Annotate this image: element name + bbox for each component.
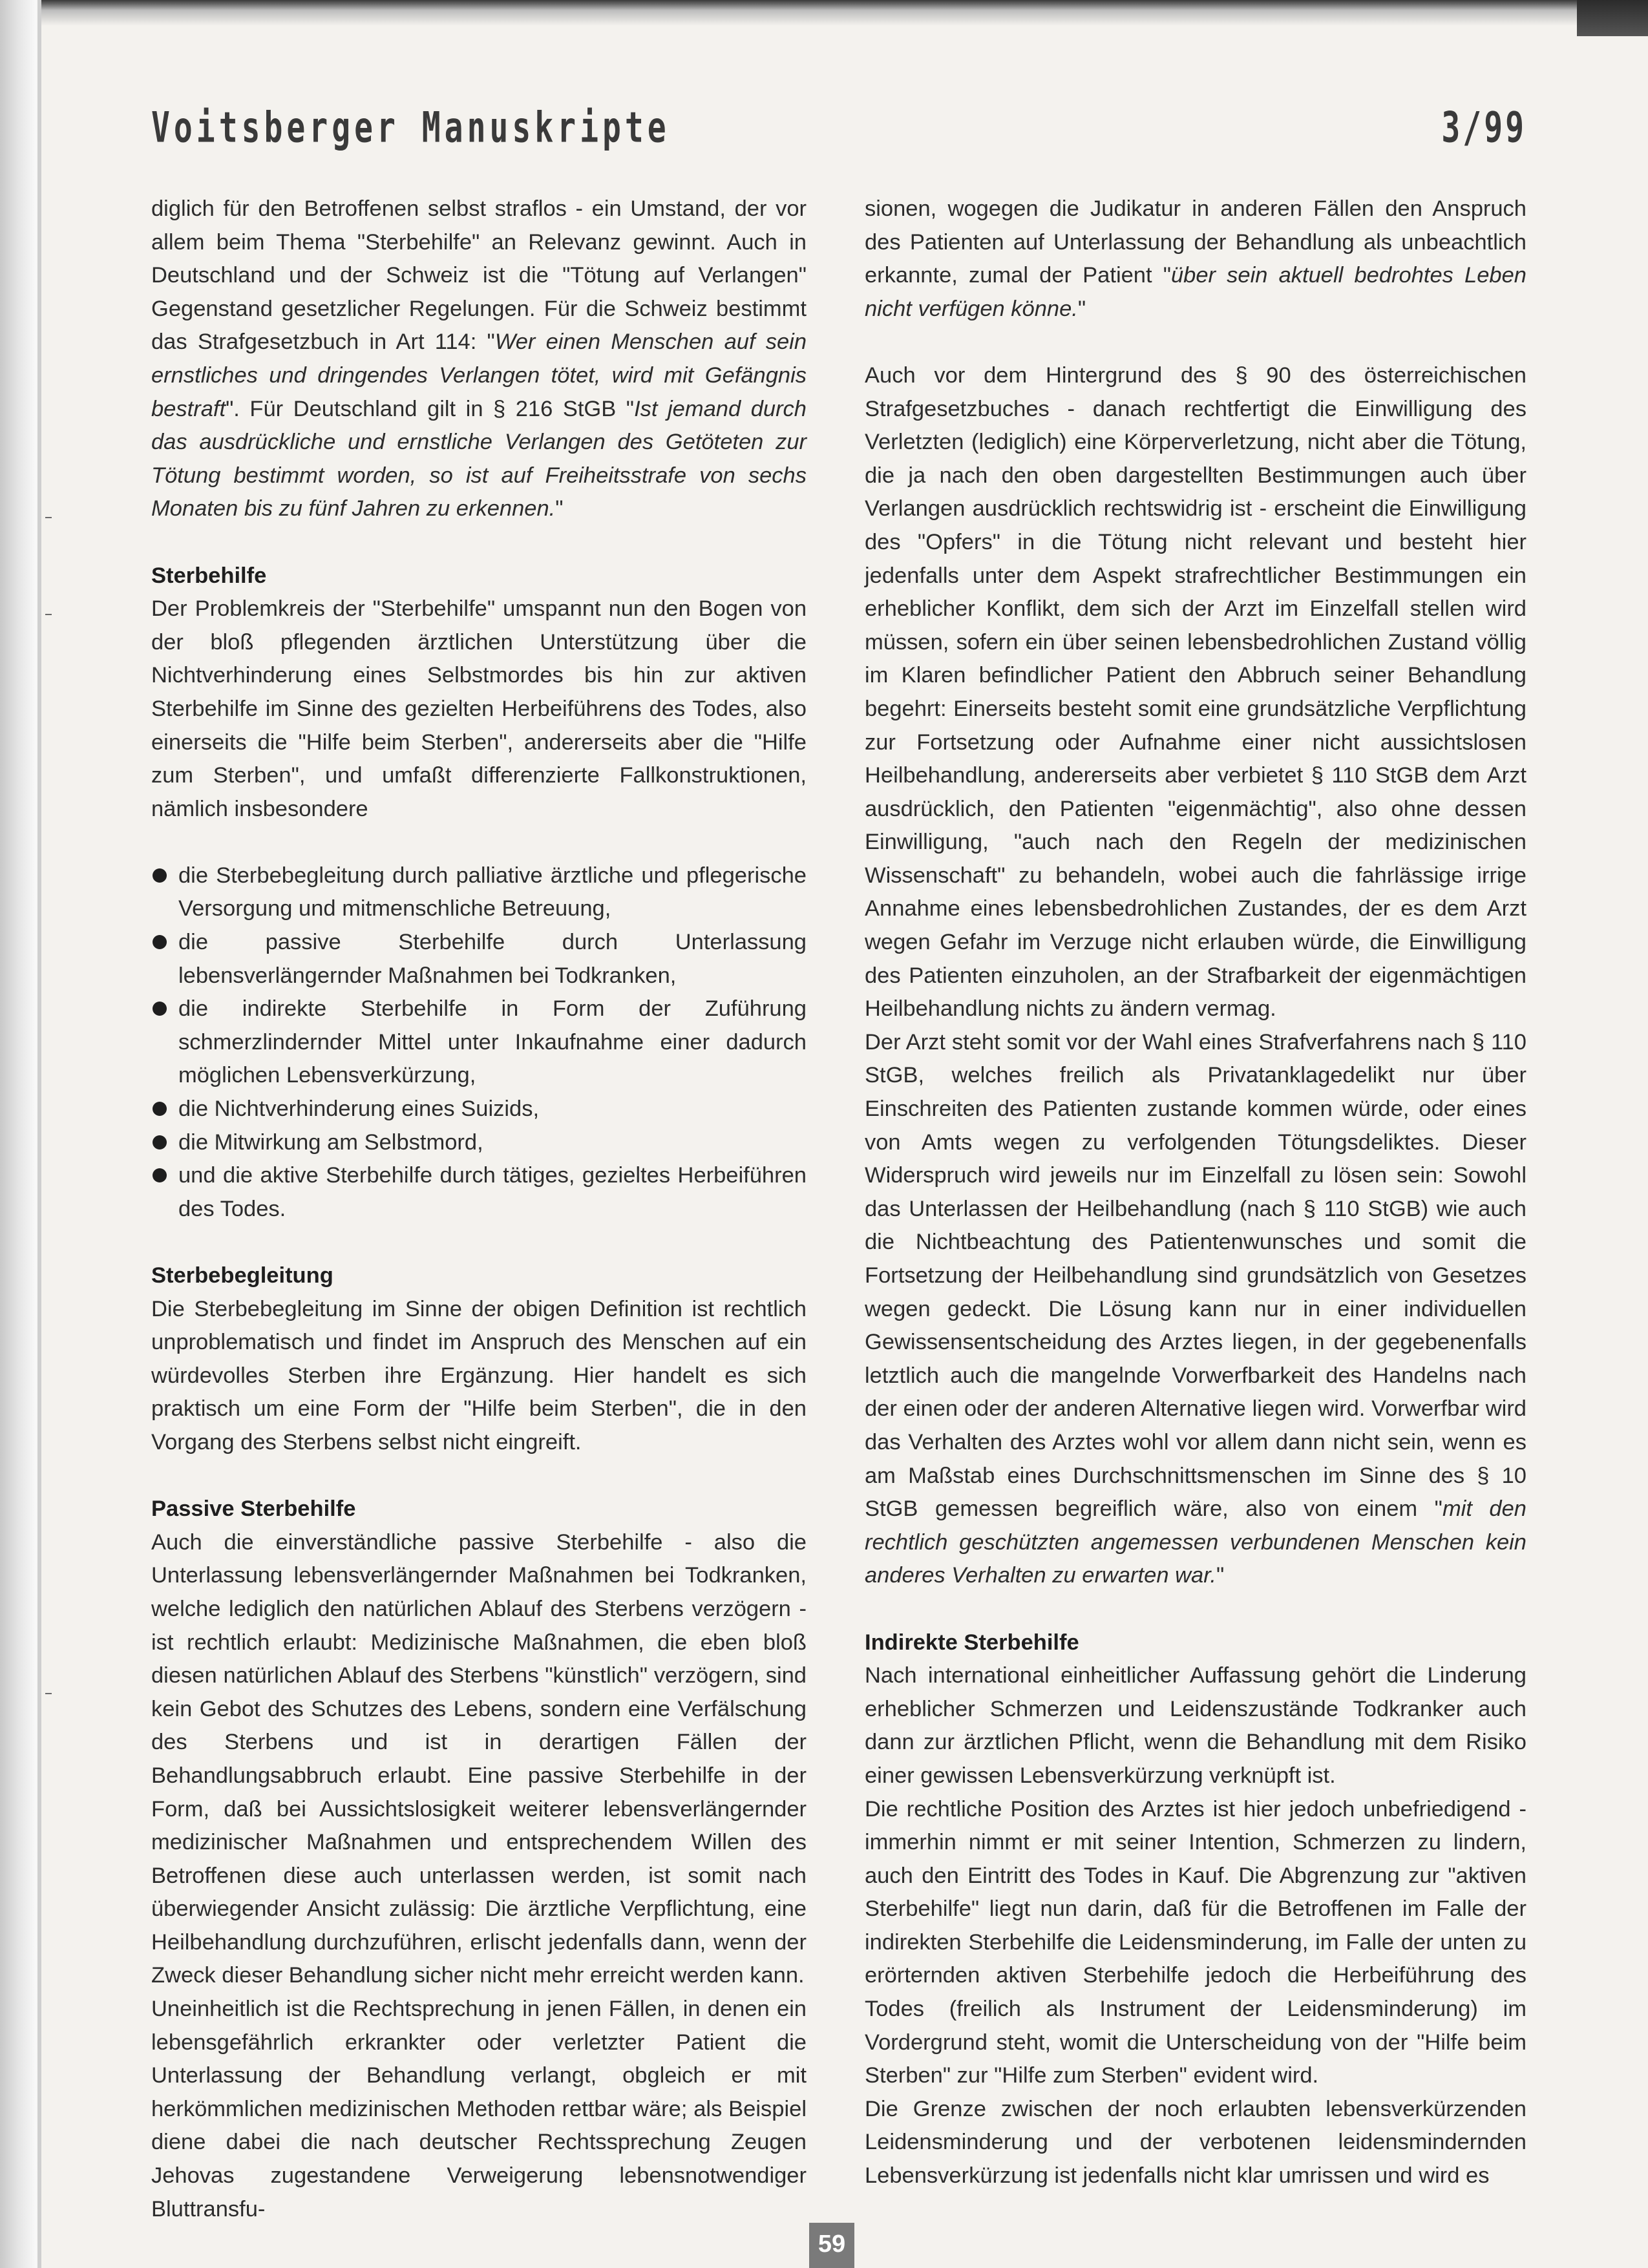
list-item: und die aktive Sterbehilfe durch tätiges, gezieltes Herbeiführen des Todes. bbox=[151, 1159, 807, 1226]
paragraph: diglich für den Betroffenen selbst straflos - ein Umstand, der vor allem beim Thema "Sterbehilfe" an Relevanz gewinnt. Auch in Deutschland und der Schweiz ist die "Tötung auf Verlangen" Gegenstand gesetzlicher Regelungen. Für die Schweiz bestimmt das Strafgesetzbuch in Art 114: "Wer einen Menschen auf sein ernstliches und dringendes Verlangen tötet, wird mit Gefängnis bestraft". Für Deutschland gilt in § 216 StGB "Ist jemand durch das ausdrückliche und ernstliche Verlangen des Getöteten zur Tötung bestimmt worden, so ist auf Freiheitsstrafe von sechs Monaten bis zu fünf Jahren zu erkennen." bbox=[151, 196, 807, 521]
margin-mark bbox=[45, 614, 52, 615]
section-heading-passive-sterbehilfe: Passive Sterbehilfe bbox=[151, 1496, 356, 1522]
quote: mit den rechtlich geschützten angemessen verbundenen Menschen kein anderes Verhalten zu erwarten war. bbox=[865, 1496, 1527, 1588]
paragraph: Die rechtliche Position des Arztes ist hier jedoch unbefriedigend - immerhin nimmt er mit seiner Intention, Schmerzen zu lindern, auch den Eintritt des Todes in Kauf. Die Abgrenzung zur "aktiven Sterbehilfe" liegt nun darin, daß für die Betroffenen im Falle der indirekten Sterbehilfe die Leidensminderung, im Falle der unten zu erörternden aktiven Sterbehilfe jedoch die Herbeiführung des Todes (freilich als Instrument der Leidensminderung) im Vordergrund steht, womit die Unterscheidung von der "Hilfe beim Sterben" zur "Hilfe zum Sterben" evident wird. bbox=[865, 1796, 1527, 2088]
paragraph: Uneinheitlich ist die Rechtsprechung in jenen Fällen, in denen ein lebensgefährlich erkrankter oder verletzter Patient die Unterlassung der Behandlung verlangt, obgleich er mit herkömmlichen medizinischen Methoden rettbar wäre; als Beispiel diene dabei die nach deutscher Rechtssprechung Zeugen Jehovas zugestandene Verweigerung lebensnotwendiger Bluttransfu- bbox=[151, 1997, 807, 2221]
page-header bbox=[151, 103, 1527, 152]
scan-top-shadow bbox=[0, 0, 1648, 26]
issue-number: 3/99 bbox=[1441, 103, 1527, 152]
paragraph: Die Grenze zwischen der noch erlaubten lebensverkürzenden Leidensminderung und der verbotenen leidensmindernden Lebensverkürzung ist jedenfalls nicht klar umrissen und wird es bbox=[865, 2096, 1527, 2189]
list-item: die Mitwirkung am Selbstmord, bbox=[151, 1126, 807, 1160]
paragraph: Der Problemkreis der "Sterbehilfe" umspannt nun den Bogen von der bloß pflegenden ärztlichen Unterstützung über die Nichtverhinderung eines Selbstmordes bis hin zur aktiven Sterbehilfe im Sinne des gezielten Herbeiführens des Todes, also einerseits die "Hilfe beim Sterben", andererseits aber die "Hilfe zum Sterben", und umfaßt differenzierte Fallkonstruktionen, nämlich insbesondere bbox=[151, 596, 807, 821]
paragraph: sionen, wogegen die Judikatur in anderen Fällen den Anspruch des Patienten auf Unterlassung der Behandlung als unbeachtlich erkannte, zumal der Patient "über sein aktuell bedrohtes Leben nicht verfügen könne." bbox=[865, 196, 1527, 321]
paragraph: Auch die einverständliche passive Sterbehilfe - also die Unterlassung lebensverlängernder Maßnahmen bei Todkranken, welche lediglich den natürlichen Ablauf des Sterbens verzögern - ist rechtlich erlaubt: Medizinische Maßnahmen, die eben bloß diesen natürlichen Ablauf des Sterbens "künstlich" verzögern, sind kein Gebot des Schutzes des Lebens, sondern eine Verfälschung des Sterbens und ist in derartigen Fällen der Behandlungsabbruch erlaubt. Eine passive Sterbehilfe in der Form, daß bei Aussichtslosigkeit weiterer lebensverlängernder medizinischer Maßnahmen und entsprechendem Willen des Betroffenen diese auch unterlassen werden, ist somit nach überwiegender Ansicht zulässig: Die ärztliche Verpflichtung, eine Heilbehandlung durchzuführen, erlischt jedenfalls dann, wenn der Zweck dieser Behandlung sicher nicht mehr erreicht werden kann. bbox=[151, 1529, 807, 1988]
section-heading-sterbehilfe: Sterbehilfe bbox=[151, 563, 267, 588]
paragraph: Die Sterbebegleitung im Sinne der obigen Definition ist rechtlich unproblematisch und findet im Anspruch des Menschen auf ein würdevolles Sterben ihre Ergänzung. Hier handelt es sich praktisch um eine Form der "Hilfe beim Sterben", die in den Vorgang des Sterbens selbst nicht eingreift. bbox=[151, 1296, 807, 1454]
list-item: die indirekte Sterbehilfe in Form der Zuführung schmerzlindernder Mittel unter Inkaufnahme einer dadurch möglichen Lebensverkürzung, bbox=[151, 992, 807, 1093]
section-heading-indirekte-sterbehilfe: Indirekte Sterbehilfe bbox=[865, 1630, 1079, 1655]
quote: Ist jemand durch das ausdrückliche und ernstliche Verlangen des Getöteten zur Tötung bestimmt worden, so ist auf Freiheitsstrafe von sechs Monaten bis zu fünf Jahren zu erkennen. bbox=[151, 396, 807, 521]
left-column bbox=[151, 193, 807, 2226]
section-heading-sterbebegleitung: Sterbebegleitung bbox=[151, 1263, 333, 1288]
journal-title: Voitsberger Manuskripte bbox=[151, 103, 670, 152]
bullet-list bbox=[151, 859, 807, 1226]
quote: Wer einen Menschen auf sein ernstliches und dringendes Verlangen tötet, wird mit Gefängnis bestraft bbox=[151, 330, 807, 421]
paragraph: Der Arzt steht somit vor der Wahl eines Strafverfahrens nach § 110 StGB, welches freilich als Privatanklagedelikt nur über Einschreiten des Patienten zustande kommen würde, oder eines von Amts wegen zu verfolgenden Tötungsdeliktes. Dieser Widerspruch wird jeweils nur im Einzelfall zu lösen sein: Sowohl das Unterlassen der Heilbehandlung (nach § 110 StGB) wie auch die Nichtbeachtung des Patientenwunsches und somit die Fortsetzung der Heilbehandlung sind grundsätzlich von Gesetzes wegen gedeckt. Die Lösung kann nur in einer individuellen Gewissensentscheidung des Arztes liegen, in der gegebenenfalls letztlich auch die mangelnde Vorwerfbarkeit des Handelns nach der einen oder der anderen Alternative liegen wird. Vorwerfbar wird das Verhalten des Arztes wohl vor allem dann nicht sein, wenn es am Maßstab eines Durchschnittsmenschen im Sinne des § 10 StGB gemessen begreiflich wäre, also von einem "mit den rechtlich geschützten angemessen verbundenen Menschen kein anderes Verhalten zu erwarten war." bbox=[865, 1029, 1527, 1588]
margin-mark bbox=[45, 517, 52, 518]
list-item: die passive Sterbehilfe durch Unterlassung lebensverlängernder Maßnahmen bei Todkranken, bbox=[151, 926, 807, 992]
scan-left-edge bbox=[0, 0, 40, 2268]
right-column bbox=[865, 193, 1527, 2193]
page-number: 59 bbox=[809, 2223, 854, 2268]
paragraph: Nach international einheitlicher Auffassung gehört die Linderung erheblicher Schmerzen und Leidenszustände Todkranker auch dann zur ärztlichen Pflicht, wenn die Behandlung mit dem Risiko einer gewissen Lebensverkürzung verknüpft ist. bbox=[865, 1663, 1527, 1788]
list-item: die Sterbebegleitung durch palliative ärztliche und pflegerische Versorgung und mitmenschliche Betreuung, bbox=[151, 859, 807, 926]
paragraph: Auch vor dem Hintergrund des § 90 des österreichischen Strafgesetzbuches - danach rechtfertigt die Einwilligung des Verletzten (lediglich) eine Körperverletzung, nicht aber die Tötung, die ja nach den oben dargestellten Bestimmungen auch über Verlangen ausdrücklich rechtswidrig ist - erscheint die Einwilligung des "Opfers" in die Tötung nicht relevant und besteht hier jedenfalls unter dem Aspekt strafrechtlicher Bestimmungen ein erheblicher Konflikt, dem sich der Arzt im Einzelfall stellen wird müssen, sofern ein über seinen lebensbedrohlichen Zustand völlig im Klaren befindlicher Patient den Abbruch seiner Behandlung begehrt: Einerseits besteht somit eine grundsätzliche Verpflichtung zur Fortsetzung oder Aufnahme einer nicht aussichtslosen Heilbehandlung, andererseits aber verbietet § 110 StGB dem Arzt ausdrücklich, den Patienten "eigenmächtig", also ohne dessen Einwilligung, "auch nach den Regeln der medizinischen Wissenschaft" zu behandeln, wobei auch die fahrlässige irrige Annahme eines lebensbedrohlichen Zustandes, der es dem Arzt wegen Gefahr im Verzuge nicht erlauben würde, die Einwilligung des Patienten einzuholen, an der Strafbarkeit der eigenmächtigen Heilbehandlung nichts zu ändern vermag. bbox=[865, 362, 1527, 1022]
scan-binding-line bbox=[37, 0, 41, 2268]
scan-corner-shadow bbox=[1577, 0, 1648, 36]
quote: über sein aktuell bedrohtes Leben nicht verfügen könne. bbox=[865, 263, 1527, 321]
margin-mark bbox=[45, 1693, 52, 1694]
list-item: die Nichtverhinderung eines Suizids, bbox=[151, 1093, 807, 1126]
